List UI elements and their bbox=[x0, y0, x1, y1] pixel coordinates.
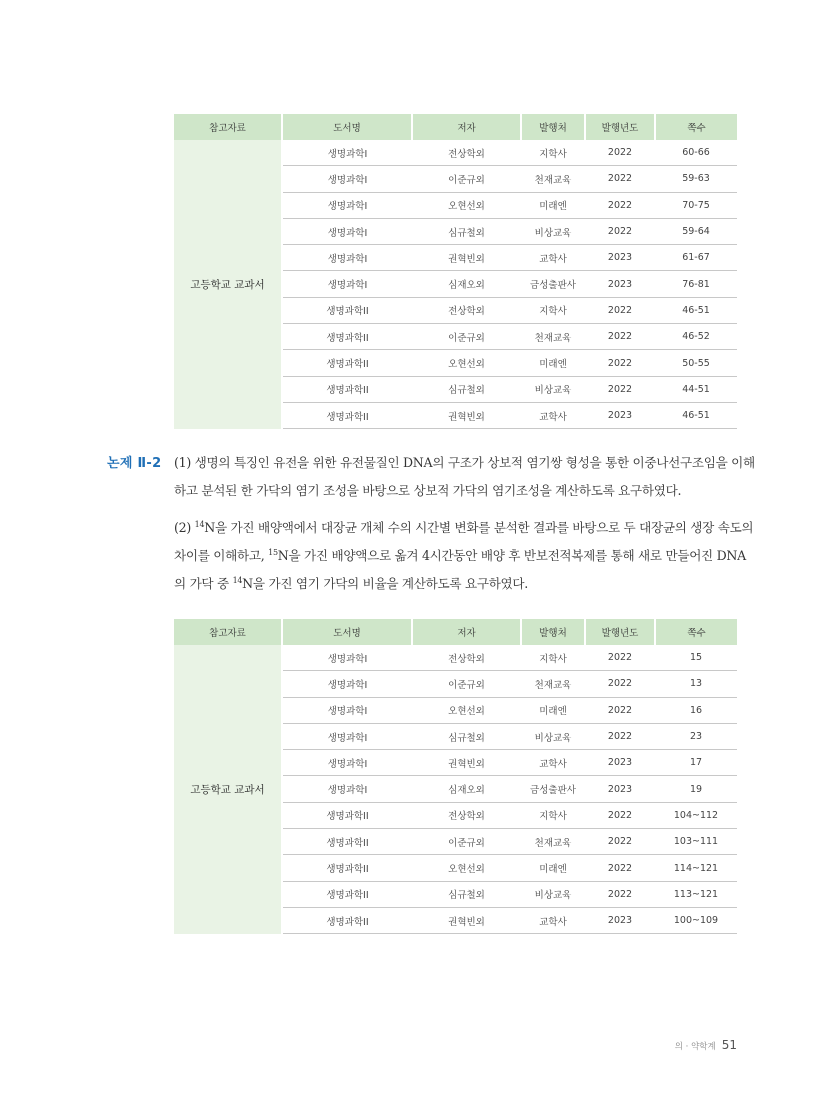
pages-cell: 113~121 bbox=[655, 881, 737, 907]
book-title-cell: 생명과학I bbox=[282, 697, 412, 723]
author-cell: 전상학외 bbox=[412, 802, 521, 828]
publisher-cell: 천재교육 bbox=[521, 166, 585, 192]
book-title-cell: 생명과학I bbox=[282, 166, 412, 192]
paragraph-line bbox=[174, 570, 754, 598]
year-cell: 2023 bbox=[585, 907, 655, 933]
paragraph-line bbox=[174, 542, 754, 570]
pages-cell: 13 bbox=[655, 671, 737, 697]
year-cell: 2022 bbox=[585, 192, 655, 218]
pages-cell: 60-66 bbox=[655, 140, 737, 166]
header-pages: 쪽수 bbox=[655, 114, 737, 140]
pages-cell: 70-75 bbox=[655, 192, 737, 218]
year-cell: 2023 bbox=[585, 776, 655, 802]
author-cell: 심재오외 bbox=[412, 271, 521, 297]
page-footer bbox=[675, 1038, 737, 1052]
header-book-title: 도서명 bbox=[282, 619, 412, 645]
book-title-cell: 생명과학II bbox=[282, 907, 412, 933]
isotope-superscript: 14 bbox=[232, 576, 243, 585]
author-cell: 오현선외 bbox=[412, 697, 521, 723]
book-title-cell: 생명과학I bbox=[282, 271, 412, 297]
publisher-cell: 지학사 bbox=[521, 802, 585, 828]
pages-cell: 16 bbox=[655, 697, 737, 723]
year-cell: 2022 bbox=[585, 324, 655, 350]
text-segment: (2) bbox=[174, 520, 195, 535]
publisher-cell: 미래엔 bbox=[521, 350, 585, 376]
header-author: 저자 bbox=[412, 114, 521, 140]
book-title-cell: 생명과학I bbox=[282, 218, 412, 244]
book-title-cell: 생명과학I bbox=[282, 671, 412, 697]
paragraph-1 bbox=[174, 449, 754, 505]
book-title-cell: 생명과학II bbox=[282, 881, 412, 907]
pages-cell: 76-81 bbox=[655, 271, 737, 297]
book-title-cell: 생명과학II bbox=[282, 855, 412, 881]
text-segment: N을 가진 염기 가닥의 비율을 계산하도록 요구하였다. bbox=[242, 576, 528, 591]
year-cell: 2023 bbox=[585, 271, 655, 297]
table-header-row bbox=[174, 114, 737, 140]
author-cell: 오현선외 bbox=[412, 350, 521, 376]
year-cell: 2022 bbox=[585, 855, 655, 881]
publisher-cell: 천재교육 bbox=[521, 829, 585, 855]
paragraph-line: 하고 분석된 한 가닥의 염기 조성을 바탕으로 상보적 가닥의 염기조성을 계산하도록 요구하였다. bbox=[174, 483, 682, 498]
book-title-cell: 생명과학I bbox=[282, 140, 412, 166]
author-cell: 심규철외 bbox=[412, 881, 521, 907]
pages-cell: 103~111 bbox=[655, 829, 737, 855]
year-cell: 2022 bbox=[585, 350, 655, 376]
pages-cell: 17 bbox=[655, 750, 737, 776]
pages-cell: 23 bbox=[655, 723, 737, 749]
table-header-row bbox=[174, 619, 737, 645]
category-cell: 고등학교 교과서 bbox=[174, 645, 282, 934]
header-publisher: 발행처 bbox=[521, 114, 585, 140]
pages-cell: 59-64 bbox=[655, 218, 737, 244]
publisher-cell: 미래엔 bbox=[521, 697, 585, 723]
book-title-cell: 생명과학II bbox=[282, 402, 412, 428]
year-cell: 2023 bbox=[585, 750, 655, 776]
publisher-cell: 천재교육 bbox=[521, 324, 585, 350]
publisher-cell: 천재교육 bbox=[521, 671, 585, 697]
author-cell: 심규철외 bbox=[412, 723, 521, 749]
book-title-cell: 생명과학II bbox=[282, 376, 412, 402]
year-cell: 2022 bbox=[585, 140, 655, 166]
header-year: 발행년도 bbox=[585, 114, 655, 140]
pages-cell: 46-51 bbox=[655, 402, 737, 428]
author-cell: 권혁빈외 bbox=[412, 907, 521, 933]
pages-cell: 46-51 bbox=[655, 297, 737, 323]
reference-table-1 bbox=[174, 114, 737, 429]
book-title-cell: 생명과학I bbox=[282, 645, 412, 671]
publisher-cell: 미래엔 bbox=[521, 192, 585, 218]
year-cell: 2022 bbox=[585, 297, 655, 323]
publisher-cell: 지학사 bbox=[521, 297, 585, 323]
pages-cell: 44-51 bbox=[655, 376, 737, 402]
paragraph-2 bbox=[174, 514, 754, 598]
publisher-cell: 미래엔 bbox=[521, 855, 585, 881]
book-title-cell: 생명과학II bbox=[282, 297, 412, 323]
year-cell: 2022 bbox=[585, 829, 655, 855]
pages-cell: 114~121 bbox=[655, 855, 737, 881]
book-title-cell: 생명과학I bbox=[282, 192, 412, 218]
footer-label: 의 · 약학계 bbox=[674, 1042, 716, 1052]
author-cell: 심재오외 bbox=[412, 776, 521, 802]
author-cell: 권혁빈외 bbox=[412, 245, 521, 271]
year-cell: 2022 bbox=[585, 697, 655, 723]
publisher-cell: 비상교육 bbox=[521, 723, 585, 749]
book-title-cell: 생명과학II bbox=[282, 829, 412, 855]
category-cell: 고등학교 교과서 bbox=[174, 140, 282, 429]
pages-cell: 46-52 bbox=[655, 324, 737, 350]
publisher-cell: 금성출판사 bbox=[521, 271, 585, 297]
year-cell: 2023 bbox=[585, 402, 655, 428]
header-book-title: 도서명 bbox=[282, 114, 412, 140]
year-cell: 2022 bbox=[585, 723, 655, 749]
author-cell: 심규철외 bbox=[412, 376, 521, 402]
header-pages: 쪽수 bbox=[655, 619, 737, 645]
header-author: 저자 bbox=[412, 619, 521, 645]
paragraph-line: (1) 생명의 특징인 유전을 위한 유전물질인 DNA의 구조가 상보적 염기쌍 형성을 통한 이중나선구조임을 이해 bbox=[174, 455, 755, 470]
author-cell: 오현선외 bbox=[412, 855, 521, 881]
year-cell: 2022 bbox=[585, 218, 655, 244]
publisher-cell: 비상교육 bbox=[521, 881, 585, 907]
publisher-cell: 교학사 bbox=[521, 750, 585, 776]
book-title-cell: 생명과학II bbox=[282, 350, 412, 376]
section-label: 논제 Ⅱ-2 bbox=[107, 456, 162, 471]
author-cell: 전상학외 bbox=[412, 140, 521, 166]
header-reference: 참고자료 bbox=[174, 619, 282, 645]
header-publisher: 발행처 bbox=[521, 619, 585, 645]
pages-cell: 50-55 bbox=[655, 350, 737, 376]
author-cell: 이준규외 bbox=[412, 671, 521, 697]
year-cell: 2022 bbox=[585, 671, 655, 697]
text-segment: 의 가닥 중 bbox=[174, 576, 233, 591]
author-cell: 심규철외 bbox=[412, 218, 521, 244]
publisher-cell: 금성출판사 bbox=[521, 776, 585, 802]
author-cell: 이준규외 bbox=[412, 166, 521, 192]
text-segment: N을 가진 배양액에서 대장균 개체 수의 시간별 변화를 분석한 결과를 바탕으로 두 대장균의 생장 속도의 bbox=[204, 520, 754, 535]
book-title-cell: 생명과학II bbox=[282, 802, 412, 828]
pages-cell: 104~112 bbox=[655, 802, 737, 828]
book-title-cell: 생명과학II bbox=[282, 324, 412, 350]
pages-cell: 61-67 bbox=[655, 245, 737, 271]
book-title-cell: 생명과학I bbox=[282, 750, 412, 776]
pages-cell: 59-63 bbox=[655, 166, 737, 192]
author-cell: 전상학외 bbox=[412, 297, 521, 323]
author-cell: 전상학외 bbox=[412, 645, 521, 671]
author-cell: 권혁빈외 bbox=[412, 750, 521, 776]
pages-cell: 15 bbox=[655, 645, 737, 671]
pages-cell: 19 bbox=[655, 776, 737, 802]
text-segment: 차이를 이해하고, bbox=[174, 548, 269, 563]
year-cell: 2022 bbox=[585, 166, 655, 192]
publisher-cell: 교학사 bbox=[521, 245, 585, 271]
publisher-cell: 비상교육 bbox=[521, 376, 585, 402]
publisher-cell: 교학사 bbox=[521, 907, 585, 933]
isotope-superscript: 14 bbox=[194, 520, 205, 529]
publisher-cell: 비상교육 bbox=[521, 218, 585, 244]
text-segment: N을 가진 배양액으로 옮겨 4시간동안 배양 후 반보전적복제를 통해 새로 만들어진 DNA bbox=[277, 548, 746, 563]
reference-table-2 bbox=[174, 619, 737, 934]
table-row bbox=[174, 140, 737, 166]
author-cell: 오현선외 bbox=[412, 192, 521, 218]
isotope-superscript: 15 bbox=[268, 548, 278, 557]
paragraph-line bbox=[174, 514, 754, 542]
header-year: 발행년도 bbox=[585, 619, 655, 645]
year-cell: 2023 bbox=[585, 245, 655, 271]
publisher-cell: 지학사 bbox=[521, 140, 585, 166]
year-cell: 2022 bbox=[585, 881, 655, 907]
author-cell: 권혁빈외 bbox=[412, 402, 521, 428]
author-cell: 이준규외 bbox=[412, 324, 521, 350]
book-title-cell: 생명과학I bbox=[282, 776, 412, 802]
page-number: 51 bbox=[721, 1038, 737, 1052]
year-cell: 2022 bbox=[585, 802, 655, 828]
pages-cell: 100~109 bbox=[655, 907, 737, 933]
header-reference: 참고자료 bbox=[174, 114, 282, 140]
author-cell: 이준규외 bbox=[412, 829, 521, 855]
year-cell: 2022 bbox=[585, 376, 655, 402]
publisher-cell: 교학사 bbox=[521, 402, 585, 428]
book-title-cell: 생명과학I bbox=[282, 245, 412, 271]
publisher-cell: 지학사 bbox=[521, 645, 585, 671]
table-row bbox=[174, 645, 737, 671]
book-title-cell: 생명과학I bbox=[282, 723, 412, 749]
year-cell: 2022 bbox=[585, 645, 655, 671]
